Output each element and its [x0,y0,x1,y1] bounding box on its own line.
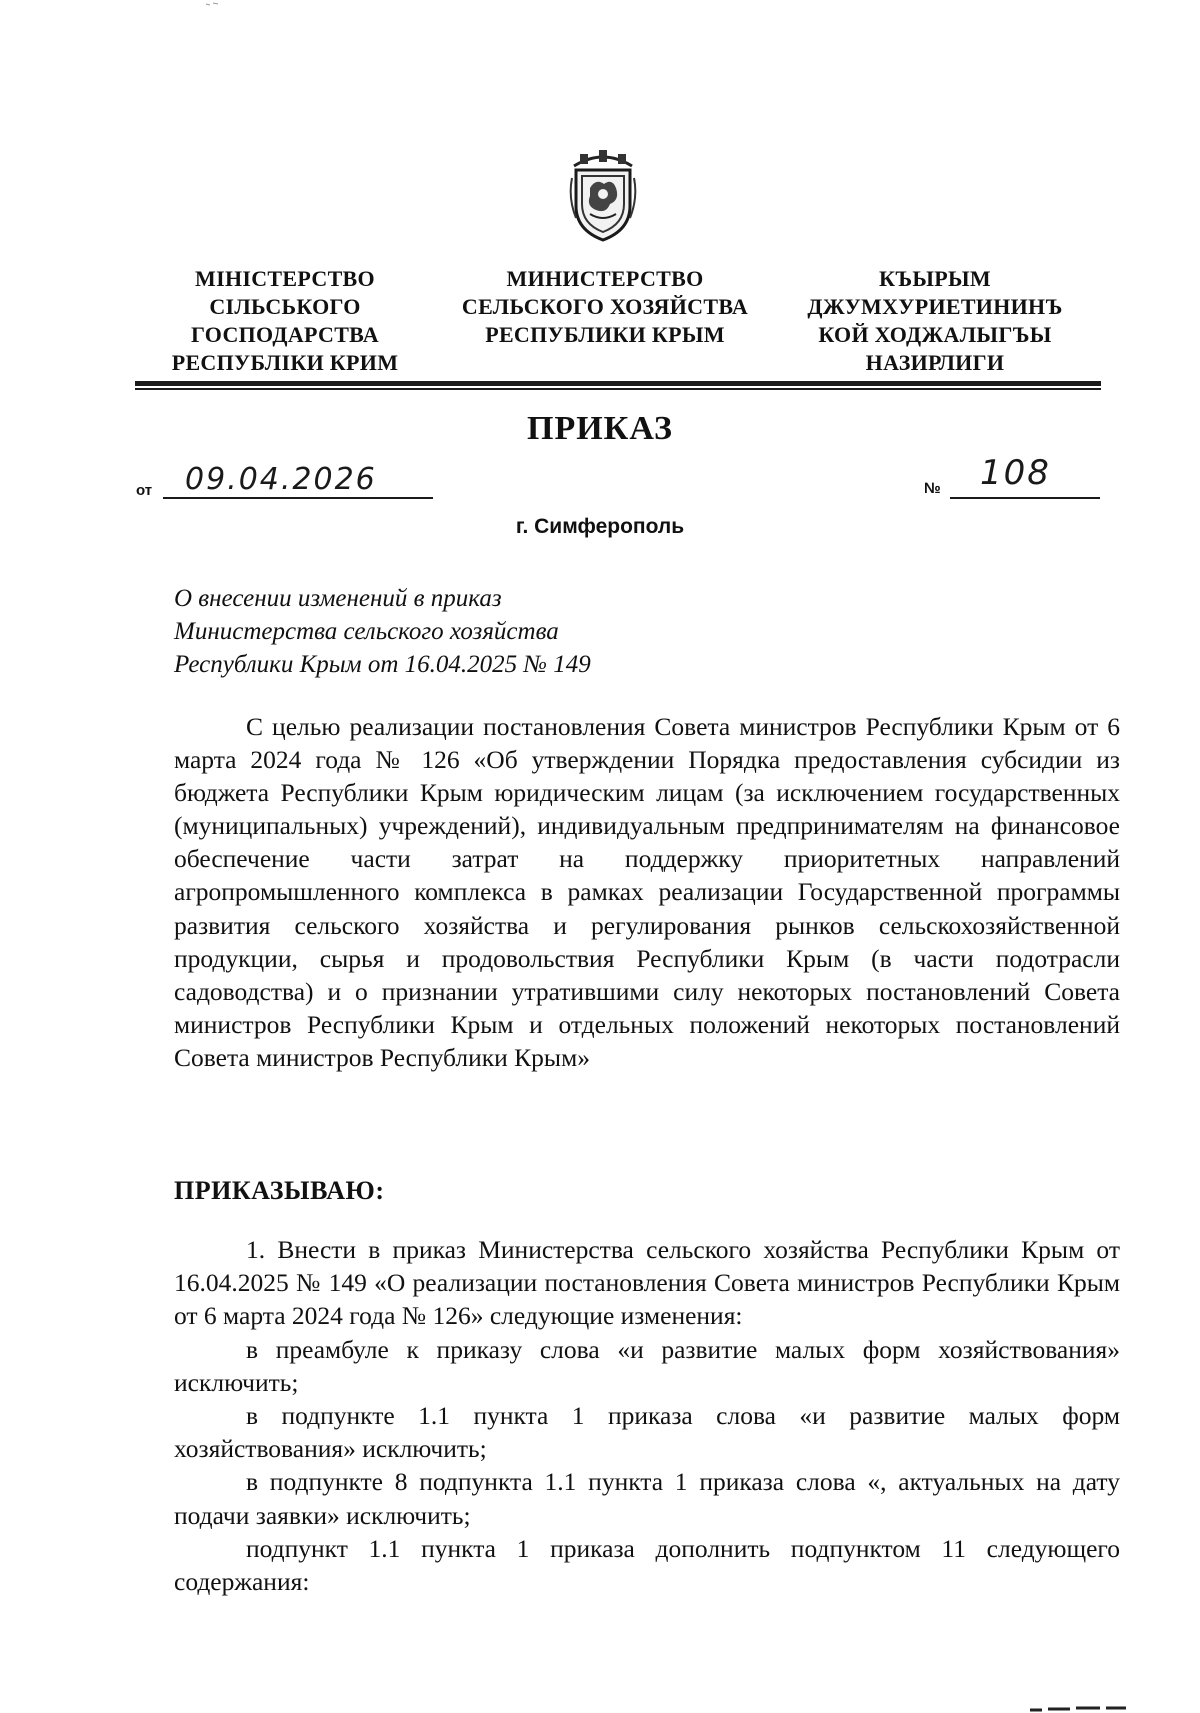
order-item: в подпункте 1.1 пункта 1 приказа слова «и развитие малых форм хозяйствования» исключить; [174,1401,1120,1464]
order-item: подпункт 1.1 пункта 1 приказа дополнить подпунктом 11 следующего содержания: [174,1533,1120,1597]
order-item: 1. Внести в приказ Министерства сельского хозяйства Республики Крым от 16.04.2025 № 149 «О реализации постановления Совета министров Республики Крым от 6 марта 2024 года № 126» следующие изменения: [174,1235,1120,1331]
ministry-name-ukrainian: МІНІСТЕРСТВО СІЛЬСЬКОГО ГОСПОДАРСТВА РЕСПУБЛІКИ КРИМ [171,266,399,375]
number-value: 108 [980,453,1051,493]
order-item: в преамбуле к приказу слова «и развитие малых форм хозяйствования» исключить; [174,1334,1120,1397]
number-underline [950,497,1100,499]
preamble-paragraph: С целью реализации постановления Совета министров Республики Крым от 6 марта 2024 года № 126 «Об утверждении Порядка предоставления субсидии из бюджета Республики Крым юридическим лицам (за исключением государственных (муниципальных) учреждений), индивидуальным предпринимателям на финансовое обеспечение части затрат на поддержку приоритетных направлений агропромышленного комплекса в рамках реализации Государственной программы развития сельского хозяйства и регулирования рынков сельскохозяйственной продукции, сырья и продовольствия Республики Крым (в части подотрасли садоводства) и о признании утратившими силу некоторых постановлений Совета министров Республики Крым и отдельных положений некоторых постановлений Совета министров Республики Крым» [174,712,1120,1072]
order-heading: ПРИКАЗЫВАЮ: [174,1176,385,1205]
scan-artifact-corner [1030,1700,1130,1713]
crimea-coat-of-arms-icon [566,148,640,242]
ministry-name-crimean-tatar: КЪЫРЫМ ДЖУМХУРИЕТИНИНЪ КОЙ ХОДЖАЛЫГЪЫ НАЗИРЛИГИ [807,266,1063,375]
document-title: ПРИКАЗ [527,410,673,447]
number-label: № [924,480,941,497]
subject-line: Министерства сельского хозяйства [174,618,559,645]
ministry-name-russian: МИНИСТЕРСТВО СЕЛЬСКОГО ХОЗЯЙСТВА РЕСПУБЛИКИ КРЫМ [461,266,749,347]
header-divider-thin [135,388,1101,390]
order-item: в подпункте 8 подпункта 1.1 пункта 1 приказа слова «, актуальных на дату подачи заявки» исключить; [174,1467,1120,1530]
date-value: 09.04.2026 [185,462,377,497]
order-items [174,1233,1120,1598]
scan-artifact-marks [204,0,224,8]
header-divider-thick [135,381,1101,386]
city-name: г. Симферополь [515,515,685,538]
date-label: от [136,482,153,499]
date-underline [163,497,433,499]
subject-line: О внесении изменений в приказ [174,585,502,612]
subject-line: Республики Крым от 16.04.2025 № 149 [174,651,591,678]
document-subject [174,582,591,681]
